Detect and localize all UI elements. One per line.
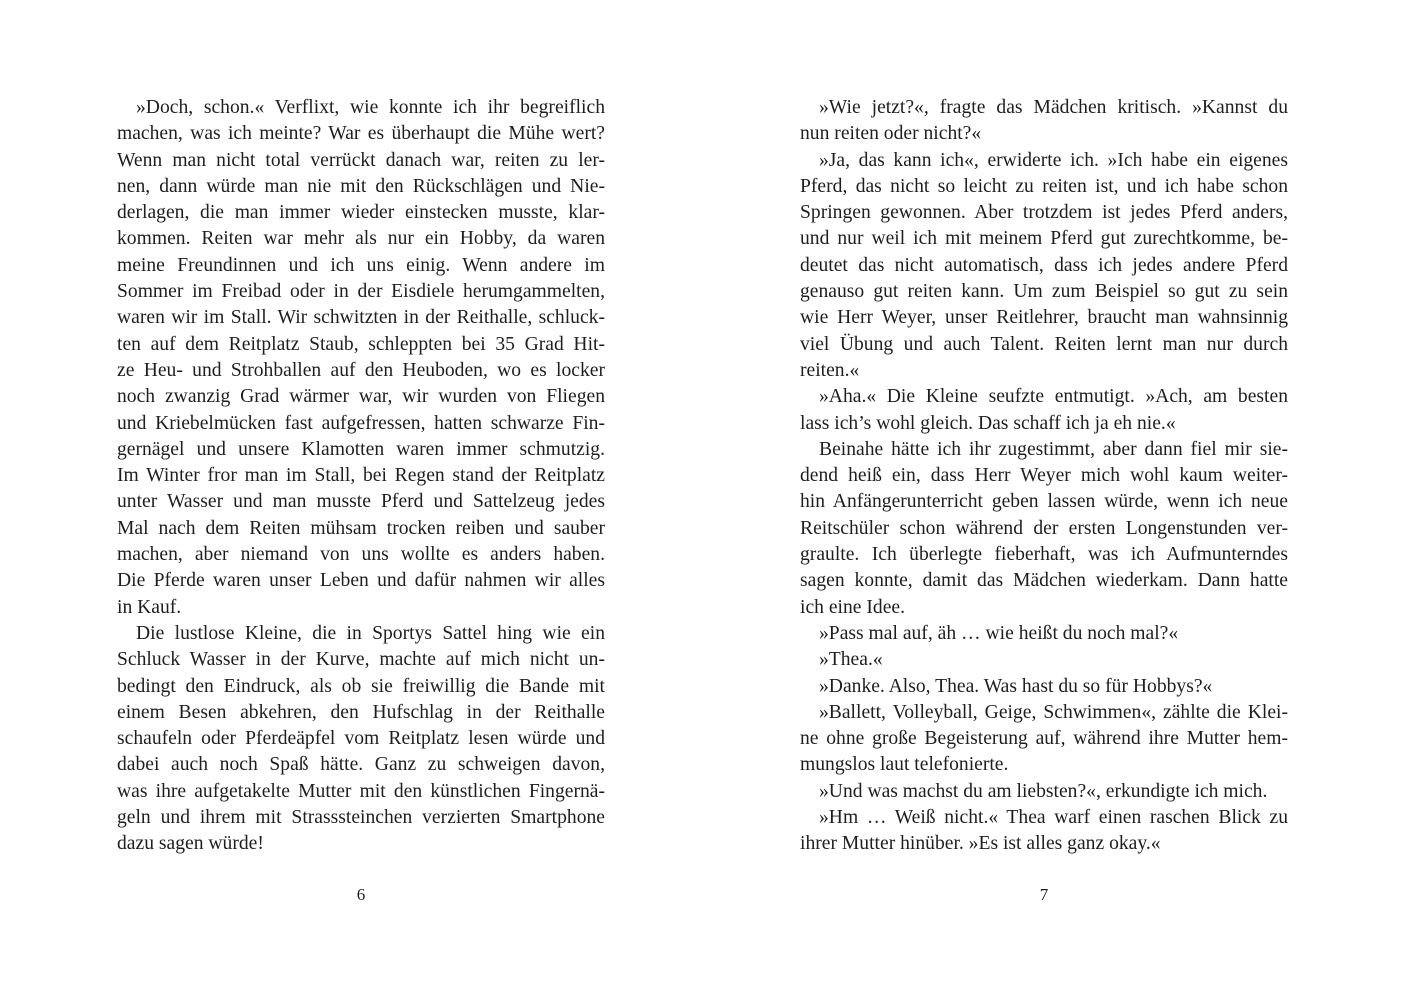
right-page: [702, 0, 1405, 1000]
text-line: »Thea.«: [819, 649, 883, 671]
text-line: »Doch, schon.« Verflixt, wie konnte ich ihr begreiflich: [136, 97, 605, 118]
text-line: »Aha.« Die Kleine seufzte entmutigt. »Ach, am besten: [819, 386, 1288, 408]
text-line: Im Winter fror man im Stall, bei Regen stand der Reitplatz: [117, 465, 605, 487]
text-line: nen, dann würde man nie mit den Rückschlägen und Nie-: [117, 175, 605, 197]
text-line: Beinahe hätte ich ihr zugestimmt, aber dann fiel mir sie-: [819, 438, 1288, 460]
text-line: sagen konnte, damit das Mädchen wiederkam. Dann hatte: [800, 570, 1288, 592]
text-line: »Hm … Weiß nicht.« Thea warf einen raschen Blick zu: [819, 807, 1288, 829]
text-line: kommen. Reiten war mehr als nur ein Hobby, da waren: [117, 228, 605, 250]
text-line: Pferd, das nicht so leicht zu reiten ist, und ich habe schon: [800, 175, 1288, 197]
text-line: Schluck Wasser in der Kurve, machte auf mich nicht un-: [117, 649, 605, 671]
paragraph: [800, 621, 1288, 647]
right-page-text: [800, 95, 1288, 858]
text-line: »Pass mal auf, äh … wie heißt du noch mal?«: [819, 622, 1179, 644]
text-line: deutet das nicht automatisch, dass ich jedes andere Pferd: [800, 254, 1288, 276]
text-line: Die Pferde waren unser Leben und dafür nahmen wir alles: [117, 570, 605, 592]
text-line: einem Besen abkehren, den Hufschlag in der Reithalle: [117, 701, 605, 723]
text-line: »Wie jetzt?«, fragte das Mädchen kritisch. »Kannst du: [819, 97, 1288, 118]
left-page-number: 6: [356, 885, 366, 904]
text-line: lass ich’s wohl gleich. Das schaff ich ja eh nie.«: [800, 412, 1176, 434]
text-line: Mal nach dem Reiten mühsam trocken reiben und sauber: [117, 517, 605, 539]
text-line: hin Anfängerunterricht geben lassen würde, wenn ich neue: [800, 491, 1288, 513]
text-line: und Kriebelmücken fast aufgefressen, hatten schwarze Fin-: [117, 412, 605, 434]
text-line: genauso gut reiten kann. Um zum Beispiel so gut zu sein: [800, 281, 1288, 303]
text-line: schaufeln oder Pferdeäpfel vom Reitplatz lesen würde und: [117, 728, 605, 750]
text-line: noch zwanzig Grad wärmer war, wir wurden von Fliegen: [117, 386, 605, 408]
text-line: Sommer im Freibad oder in der Eisdiele herumgammelten,: [117, 281, 605, 303]
text-line: Springen gewonnen. Aber trotzdem ist jedes Pferd anders,: [800, 202, 1288, 224]
text-line: dazu sagen würde!: [117, 833, 264, 855]
text-line: Die lustlose Kleine, die in Sportys Sattel hing wie ein: [136, 622, 605, 644]
text-line: ze Heu- und Strohballen auf den Heuboden, wo es locker: [117, 359, 605, 381]
paragraph: [800, 148, 1288, 385]
text-line: Reitschüler schon während der ersten Longenstunden ver-: [800, 517, 1288, 539]
text-line: ne ohne große Begeisterung auf, während ihre Mutter hem-: [800, 728, 1288, 750]
text-line: derlagen, die man immer wieder einstecken musste, klar-: [117, 202, 605, 224]
text-line: meine Freundinnen und ich uns einig. Wenn andere im: [117, 254, 605, 276]
text-line: nun reiten oder nicht?«: [800, 123, 982, 145]
text-line: ihrer Mutter hinüber. »Es ist alles ganz okay.«: [800, 833, 1161, 855]
paragraph: [800, 805, 1288, 858]
text-line: »Danke. Also, Thea. Was hast du so für Hobbys?«: [819, 675, 1213, 697]
text-line: »Ballett, Volleyball, Geige, Schwimmen«, zählte die Klei-: [819, 701, 1288, 723]
text-line: geln und ihrem mit Strasssteinchen verzierten Smartphone: [117, 807, 605, 829]
paragraph: [800, 647, 1288, 673]
text-line: bedingt den Eindruck, als ob sie freiwillig die Bande mit: [117, 675, 605, 697]
text-line: dabei auch noch Spaß hätte. Ganz zu schweigen davon,: [117, 754, 605, 776]
left-page-text: [117, 95, 605, 858]
text-line: dend heiß ein, dass Herr Weyer mich wohl kaum weiter-: [800, 465, 1288, 487]
text-line: waren wir im Stall. Wir schwitzten in der Reithalle, schluck-: [117, 307, 605, 329]
text-line: mungslos laut telefonierte.: [800, 754, 1009, 776]
text-line: reiten.«: [800, 359, 860, 381]
text-line: Wenn man nicht total verrückt danach war, reiten zu ler-: [117, 149, 605, 171]
paragraph: [800, 674, 1288, 700]
text-line: und nur weil ich mit meinem Pferd gut zurechtkomme, be-: [800, 228, 1288, 250]
text-line: unter Wasser und man musste Pferd und Sattelzeug jedes: [117, 491, 605, 513]
text-line: machen, aber niemand von uns wollte es anders haben.: [117, 544, 605, 566]
text-line: viel Übung und auch Talent. Reiten lernt man nur durch: [800, 333, 1288, 355]
paragraph: [800, 384, 1288, 437]
right-page-number: 7: [1039, 885, 1049, 904]
left-page: [0, 0, 702, 1000]
text-line: graulte. Ich überlegte fieberhaft, was ich Aufmunterndes: [800, 544, 1288, 566]
paragraph: [117, 95, 605, 621]
text-line: in Kauf.: [117, 596, 182, 618]
text-line: ten auf dem Reitplatz Staub, schleppten bei 35 Grad Hit-: [117, 333, 605, 355]
text-line: »Ja, das kann ich«, erwiderte ich. »Ich habe ein eigenes: [819, 149, 1288, 171]
text-line: was ihre aufgetakelte Mutter mit den künstlichen Fingernä-: [117, 780, 605, 802]
text-line: gernägel und unsere Klamotten waren immer schmutzig.: [117, 438, 605, 460]
paragraph: [800, 700, 1288, 779]
text-line: »Und was machst du am liebsten?«, erkundigte ich mich.: [819, 780, 1268, 802]
text-line: ich eine Idee.: [800, 596, 905, 618]
text-line: machen, was ich meinte? War es überhaupt die Mühe wert?: [117, 123, 605, 145]
paragraph: [117, 621, 605, 858]
paragraph: [800, 779, 1288, 805]
paragraph: [800, 437, 1288, 621]
text-line: wie Herr Weyer, unser Reitlehrer, braucht man wahnsinnig: [800, 307, 1288, 329]
paragraph: [800, 95, 1288, 148]
